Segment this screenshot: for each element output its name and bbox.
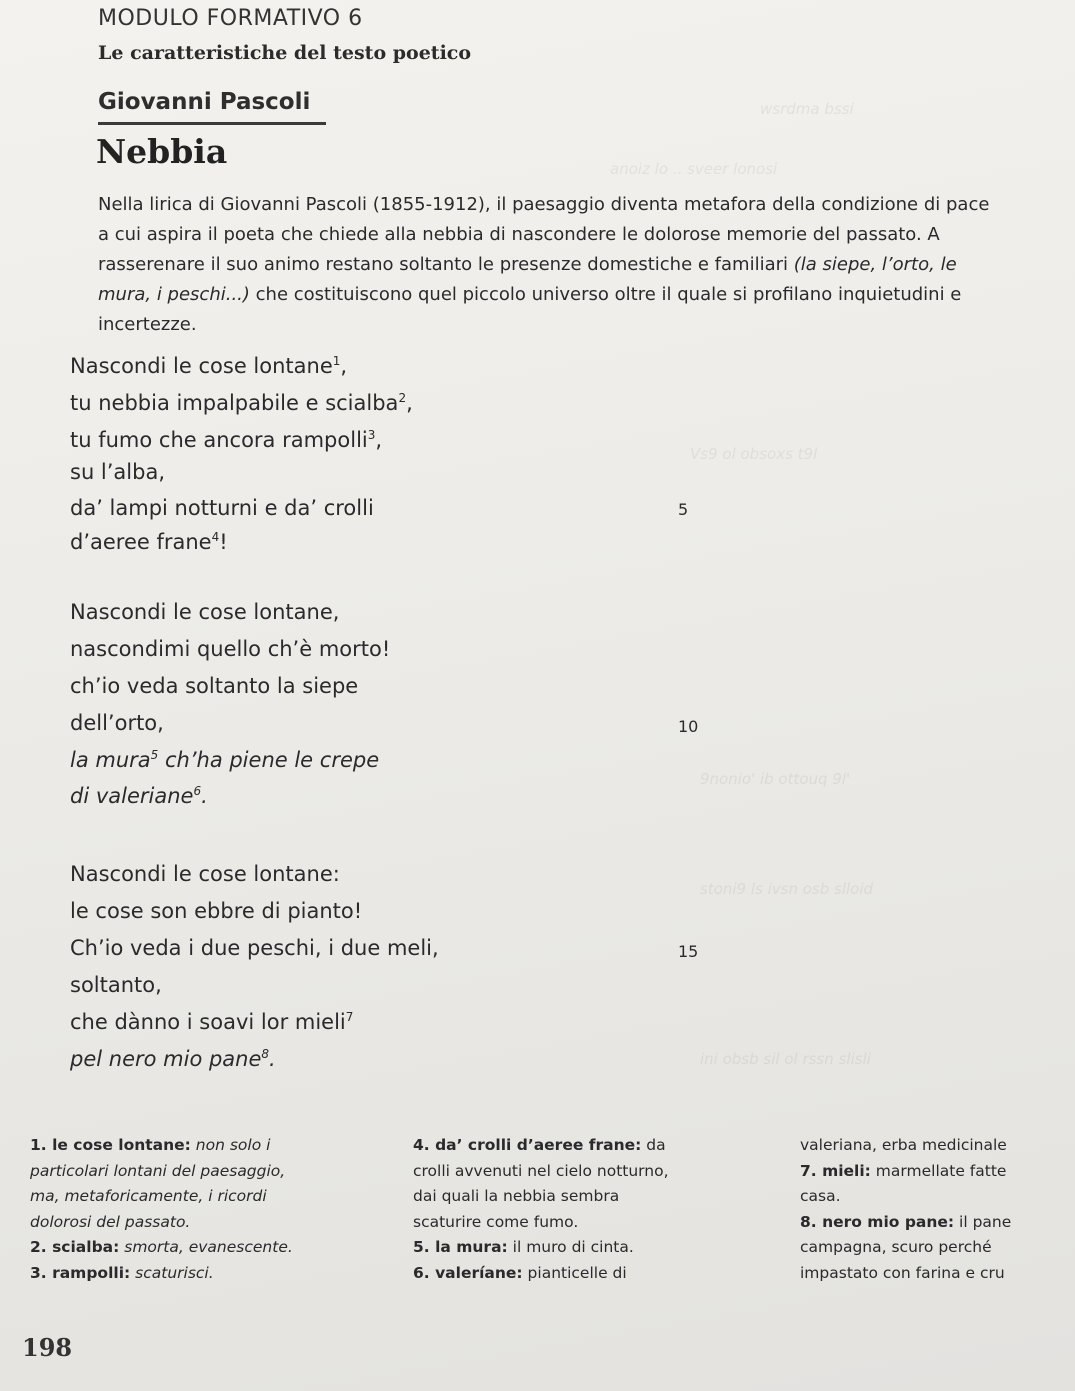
footnote-1-cont: dolorosi del passato. <box>30 1212 191 1231</box>
footnote-4: 4. da’ crolli d’aeree frane: da <box>413 1136 666 1154</box>
poem-line-12: di valeriane$^6$. <box>70 784 208 808</box>
footnote-8-cont: campagna, scuro perché <box>800 1238 992 1256</box>
footnote-1-cont: ma, metaforicamente, i ricordi <box>30 1187 267 1205</box>
poem-title: Nebbia <box>96 132 228 171</box>
footnote-4-cont: scaturire come fumo. <box>413 1212 579 1231</box>
module-heading: MODULO FORMATIVO 6 <box>98 6 363 31</box>
line-number-5: 5 <box>678 500 689 519</box>
poem-line-1: Nascondi le cose lontane$^1$, <box>70 354 348 378</box>
footnotes-column-3 <box>800 1133 1075 1286</box>
footnote-6-cont: valeriana, erba medicinale <box>800 1136 1007 1154</box>
footnote-7: 7. mieli: marmellate fatte <box>800 1161 1007 1180</box>
page-number: 198 <box>22 1333 73 1362</box>
poem-line-18: pel nero mio pane$^8$. <box>70 1047 276 1071</box>
line-number-10: 10 <box>678 717 699 736</box>
footnote-5: 5. la mura: il muro di cinta. <box>413 1238 634 1256</box>
footnote-8-cont: impastato con farina e cru <box>800 1263 1005 1282</box>
poem-line-7: Nascondi le cose lontane, <box>70 600 340 624</box>
poem-line-2: tu nebbia impalpabile e scialba$^2$, <box>70 391 413 415</box>
poem-line-5: da’ lampi notturni e da’ crolli <box>70 496 374 520</box>
poem-line-10: dell’orto, <box>70 711 164 735</box>
poem-line-8: nascondimi quello ch’è morto! <box>70 637 391 661</box>
poem-line-9: ch’io veda soltanto la siepe <box>70 674 359 698</box>
poem-line-16: soltanto, <box>70 973 162 997</box>
poem-line-14: le cose son ebbre di pianto! <box>70 899 363 923</box>
poem-line-13: Nascondi le cose lontane: <box>70 862 340 886</box>
poem-line-11: la mura$^5$ ch’ha piene le crepe <box>70 748 380 772</box>
footnote-1: 1. le cose lontane: non solo i <box>30 1136 271 1154</box>
footnote-4-cont: crolli avvenuti nel cielo notturno, <box>413 1161 669 1180</box>
footnote-8: 8. nero mio pane: il pane <box>800 1212 1012 1231</box>
poem-line-6: d’aeree frane$^4$! <box>70 530 228 554</box>
footnote-1-cont: particolari lontani del paesaggio, <box>30 1161 286 1180</box>
poem-author: Giovanni Pascoli <box>98 89 311 115</box>
section-subtitle: Le caratteristiche del testo poetico <box>98 42 472 64</box>
author-underline <box>98 122 326 125</box>
footnote-4-cont: dai quali la nebbia sembra <box>413 1187 620 1205</box>
footnote-7-cont: casa. <box>800 1187 841 1205</box>
footnote-3: 3. rampolli: scaturisci. <box>30 1263 214 1282</box>
footnotes-column-2 <box>413 1133 793 1286</box>
footnotes-column-1 <box>30 1133 380 1286</box>
poem-line-3: tu fumo che ancora rampolli$^3$, <box>70 428 383 452</box>
line-number-15: 15 <box>678 942 699 961</box>
intro-paragraph: Nella lirica di Giovanni Pascoli (1855-1912), il paesaggio diventa metafora della condizione di pace a cui aspira il poeta che chiede alla nebbia di nascondere le dolorose memorie del passato. A rasserenare il suo animo restano soltanto le presenze domestiche e familiari (la siepe, l’orto, le mura, i peschi...) che costituiscono quel piccolo universo oltre il quale si profilano inquietudini e incertezze. <box>98 194 990 335</box>
footnote-6: 6. valeríane: pianticelle di <box>413 1263 627 1282</box>
footnote-2: 2. scialba: smorta, evanescente. <box>30 1238 293 1256</box>
poem-line-17: che dànno i soavi lor mieli$^7$ <box>70 1010 354 1034</box>
poem-line-4: su l’alba, <box>70 460 166 484</box>
poem-line-15: Ch’io veda i due peschi, i due meli, <box>70 936 439 960</box>
